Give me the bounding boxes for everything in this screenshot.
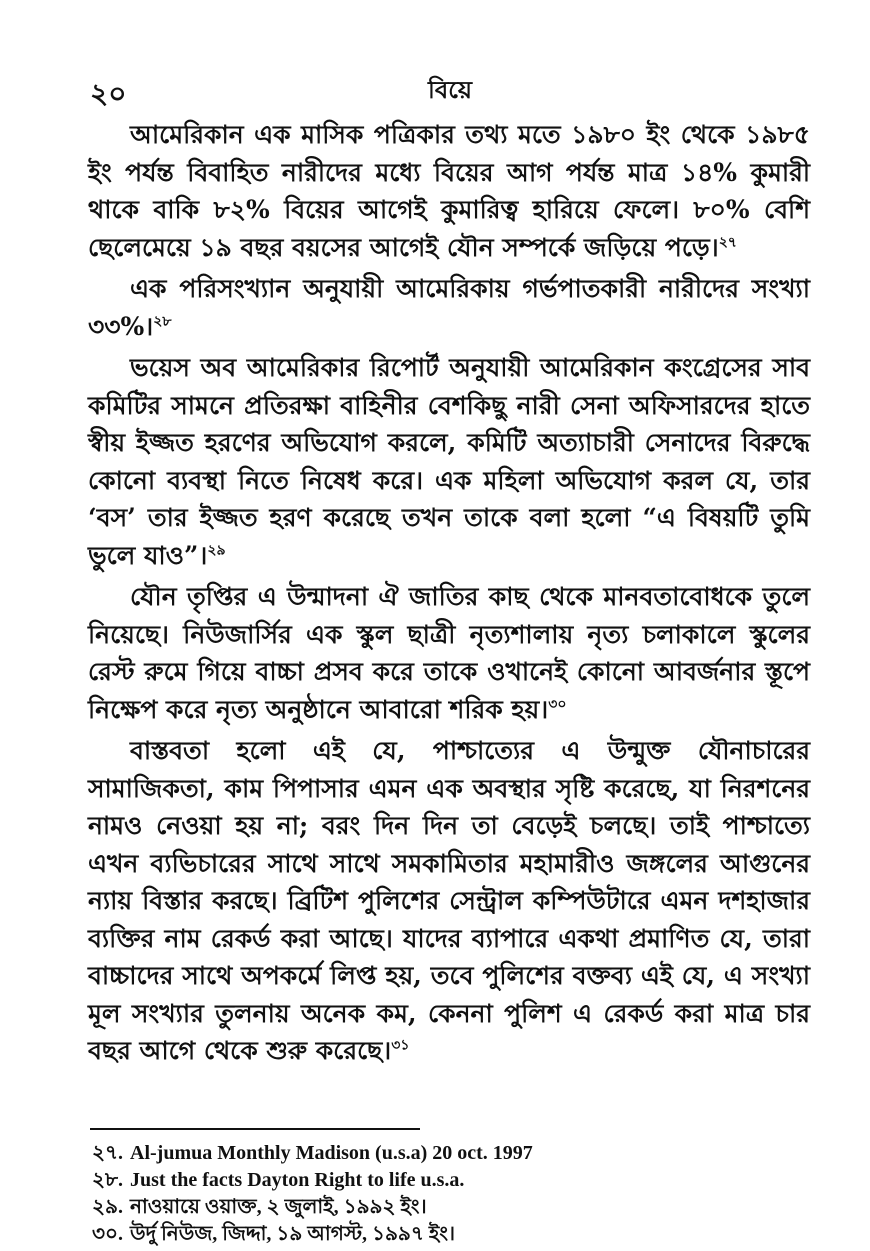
footnote-ref: ২৭	[718, 234, 737, 251]
footnote-number: ২৮.	[92, 1169, 123, 1191]
footnote-ref: ৩১	[391, 1037, 410, 1054]
running-title: বিয়ে	[427, 75, 472, 104]
footnote-text: Al-jumua Monthly Madison (u.s.a) 20 oct. 1997	[130, 1142, 533, 1164]
paragraph: যৌন তৃপ্তির এ উন্মাদনা ঐ জাতির কাছ থেকে মানবতাবোধকে তুলে নিয়েছে। নিউজার্সির এক স্কুল ছাত্রী নৃত্যশালায় নৃত্য চলাকালে স্কুলের রেস্ট রুমে গিয়ে বাচ্চা প্রসব করে তাকে ওখানেই কোনো আবর্জনার স্তূপে নিক্ষেপ করে নৃত্য অনুষ্ঠানে আবারো শরিক হয়।$^{৩০}$	[88, 582, 810, 724]
footnote-number: ৩০.	[92, 1223, 124, 1245]
footnote-ref: ২৯	[207, 542, 226, 559]
footnote-divider	[90, 1128, 420, 1130]
footnote-number: ২৭.	[92, 1142, 124, 1164]
paragraph: আমেরিকান এক মাসিক পত্রিকার তথ্য মতে ১৯৮০ ইং থেকে ১৯৮৫ ইং পর্যন্ত বিবাহিত নারীদের মধ্যে বিয়ের আগ পর্যন্ত মাত্র ১৪% কুমারী থাকে বাকি ৮২% বিয়ের আগেই কুমারিত্ব হারিয়ে ফেলে। ৮০% বেশি ছেলেমেয়ে ১৯ বছর বয়সের আগেই যৌন সম্পর্কে জড়িয়ে পড়ে।$^{২৭}$	[88, 120, 810, 262]
footnotes	[92, 1140, 812, 1248]
footnote	[92, 1221, 812, 1248]
paragraph: ভয়েস অব আমেরিকার রিপোর্ট অনুযায়ী আমেরিকান কংগ্রেসের সাব কমিটির সামনে প্রতিরক্ষা বাহিনীর বেশকিছু নারী সেনা অফিসারদের হাতে স্বীয় ইজ্জত হরণের অভিযোগ করলে, কমিটি অত্যাচারী সেনাদের বিরুদ্ধে কোনো ব্যবস্থা নিতে নিষেধ করে। এক মহিলা অভিযোগ করল যে, তার ‘বস’ তার ইজ্জত হরণ করেছে তখন তাকে বলা হলো “এ বিষয়টি তুমি ভুলে যাও”।$^{২৯}$	[88, 353, 810, 570]
body-text	[88, 116, 810, 1074]
footnote-ref: ২৮	[153, 313, 172, 330]
page-number: ২০	[90, 77, 127, 110]
footnote-number: ২৯.	[92, 1196, 123, 1218]
footnote	[92, 1140, 812, 1167]
footnote-ref: ৩০	[548, 696, 567, 713]
paragraph: বাস্তবতা হলো এই যে, পাশ্চাত্যের এ উন্মুক্ত যৌনাচারের সামাজিকতা, কাম পিপাসার এমন এক অবস্থার সৃষ্টি করেছে, যা নিরশনের নামও নেওয়া হয় না; বরং দিন দিন তা বেড়েই চলছে। তাই পাশ্চাত্যে এখন ব্যভিচারের সাথে সাথে সমকামিতার মহামারীও জঙ্গলের আগুনের ন্যায় বিস্তার করছে। ব্রিটিশ পুলিশের সেন্ট্রাল কম্পিউটারে এমন দশহাজার ব্যক্তির নাম রেকর্ড করা আছে। যাদের ব্যাপারে একথা প্রমাণিত যে, তারা বাচ্চাদের সাথে অপকর্মে লিপ্ত হয়, তবে পুলিশের বক্তব্য এই যে, এ সংখ্যা মূল সংখ্যার তুলনায় অনেক কম, কেননা পুলিশ এ রেকর্ড করা মাত্র চার বছর আগে থেকে শুরু করেছে।$^{৩১}$	[88, 736, 810, 1065]
paragraph: এক পরিসংখ্যান অনুযায়ী আমেরিকায় গর্ভপাতকারী নারীদের সংখ্যা ৩৩%।$^{২৮}$	[88, 274, 810, 341]
page-header	[90, 72, 810, 112]
footnote	[92, 1167, 812, 1194]
footnote-text: উর্দু নিউজ, জিদ্দা, ১৯ আগস্ট, ১৯৯৭ ইং।	[130, 1223, 456, 1245]
footnote-text: নাওয়ায়ে ওয়াক্ত, ২ জুলাই, ১৯৯২ ইং।	[130, 1196, 427, 1218]
footnote	[92, 1194, 812, 1221]
footnote-text: Just the facts Dayton Right to life u.s.a.	[130, 1169, 465, 1191]
